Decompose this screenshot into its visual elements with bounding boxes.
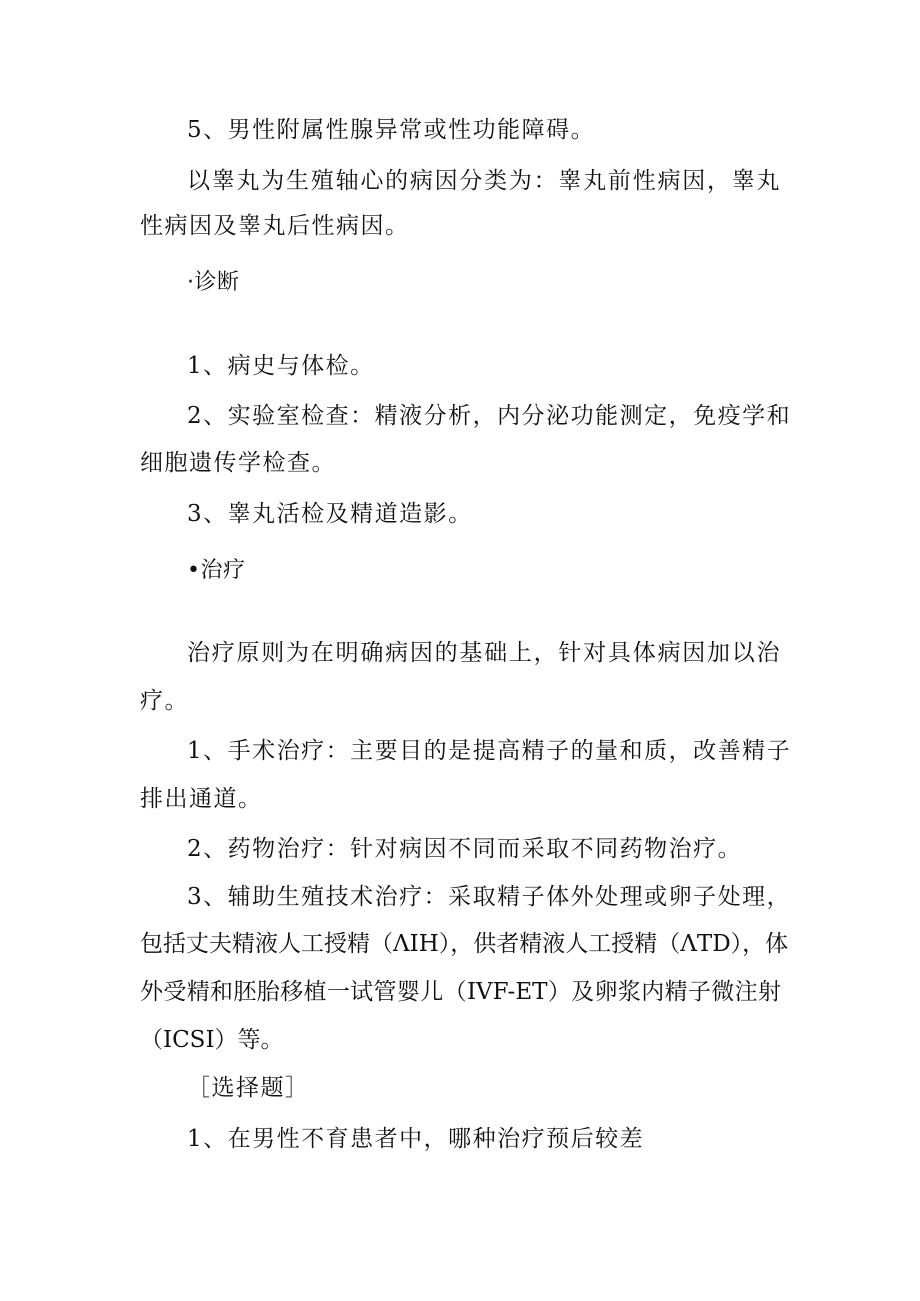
section-multiple-choice: ［选择题］ bbox=[187, 1075, 310, 1101]
treatment-item-1-line-1: 1、手术治疗：主要目的是提高精子的量和质，改善精子 bbox=[187, 738, 792, 764]
question-1: 1、在男性不育患者中，哪种治疗预后较差 bbox=[187, 1126, 645, 1152]
treatment-item-3-line-2: 包括丈夫精液人工授精（ΛIH），供者精液人工授精（ΛTD），体 bbox=[140, 931, 789, 957]
heading-diagnosis: ·诊断 bbox=[187, 270, 240, 295]
etiology-paragraph-line-2: 性病因及睾丸后性病因。 bbox=[140, 213, 410, 239]
treatment-item-3-line-4: （ICSI）等。 bbox=[140, 1027, 284, 1053]
etiology-paragraph-line-1: 以睾丸为生殖轴心的病因分类为：睾丸前性病因，睾丸 bbox=[187, 168, 781, 194]
heading-treatment: •治疗 bbox=[187, 558, 246, 583]
diagnosis-item-1: 1、病史与体检。 bbox=[187, 353, 375, 379]
treatment-principle-line-2: 疗。 bbox=[140, 688, 189, 714]
item-5-male-accessory-glands: 5、男性附属性腺异常或性功能障碍。 bbox=[187, 117, 596, 143]
diagnosis-item-2-line-2: 细胞遗传学检查。 bbox=[140, 450, 336, 476]
treatment-item-3-line-1: 3、辅助生殖技术治疗：采取精子体外处理或卵子处理， bbox=[187, 884, 792, 910]
diagnosis-item-3: 3、睾丸活检及精道造影。 bbox=[187, 501, 473, 527]
treatment-item-2: 2、药物治疗：针对病因不同而采取不同药物治疗。 bbox=[187, 836, 743, 862]
diagnosis-item-2-line-1: 2、实验室检查：精液分析，内分泌功能测定，免疫学和 bbox=[187, 403, 792, 429]
treatment-item-3-line-3: 外受精和胚胎移植一试管婴儿（IVF-ET）及卵浆内精子微注射 bbox=[140, 979, 781, 1005]
treatment-principle-line-1: 治疗原则为在明确病因的基础上，针对具体病因加以治 bbox=[187, 640, 781, 666]
treatment-item-1-line-2: 排出通道。 bbox=[140, 786, 263, 812]
